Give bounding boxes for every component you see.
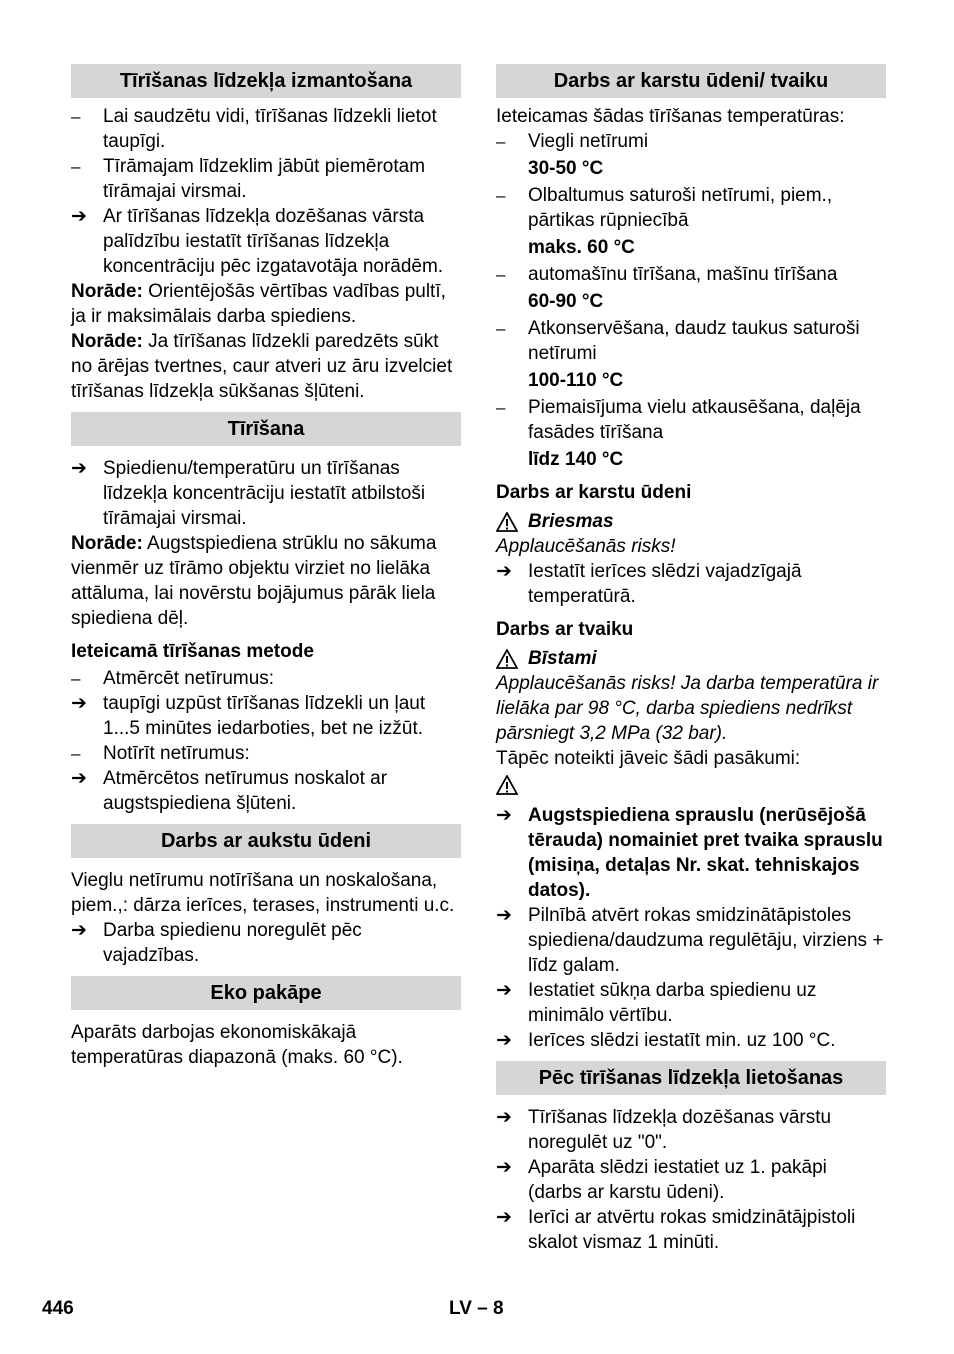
- temperature-value: 30-50 °C: [528, 158, 604, 179]
- list-item: ➔ Ierīces slēdzi iestatīt min. uz 100 °C.: [496, 1030, 836, 1051]
- list-item: ➔ Aparāta slēdzi iestatiet uz 1. pakāpi (darbs ar karstu ūdeni).: [496, 1157, 827, 1203]
- list-item: ➔ Pilnībā atvērt rokas smidzinātāpistoles spiediena/daudzuma regulētāju, virziens + līdz galam.: [496, 905, 884, 976]
- warning-triangle-icon: [496, 512, 518, 532]
- body-paragraph: Vieglu netīrumu notīrīšana un noskalošana, piem.,: dārza ierīces, terases, instrumenti u.c.: [71, 870, 455, 916]
- list-item: ➔ Spiedienu/temperatūru un tīrīšanas līdzekļa koncentrāciju iestatīt atbilstoši tīrāmajai virsmai.: [71, 458, 426, 529]
- list-item: ➔ Ierīci ar atvērtu rokas smidzinātājpistoli skalot vismaz 1 minūti.: [496, 1207, 856, 1253]
- spacer: [71, 968, 461, 976]
- list-item: ➔ Iestatīt ierīces slēdzi vajadzīgajā temperatūrā.: [496, 561, 802, 607]
- arrow-right-icon: ➔: [496, 1207, 512, 1228]
- list-item: – Viegli netīrumi: [496, 131, 649, 152]
- risk-text: Applaucēšanās risks! Ja darba temperatūra ir lielāka par 98 °C, darba spiediens nedrīkst pārsniegt 3,2 MPa (32 bar).: [496, 673, 879, 744]
- arrow-right-icon: ➔: [496, 1157, 512, 1178]
- arrow-right-icon: ➔: [496, 905, 512, 926]
- subheading-steam: Darbs ar tvaiku: [496, 619, 634, 640]
- subheading-hot-water: Darbs ar karstu ūdeni: [496, 482, 692, 503]
- list-item: – automašīnu tīrīšana, mašīnu tīrīšana: [496, 264, 838, 285]
- dash-bullet: –: [71, 107, 81, 126]
- warning-symbol-line: [496, 775, 886, 801]
- dash-bullet: –: [71, 744, 81, 763]
- arrow-right-icon: ➔: [496, 561, 512, 582]
- list-item: ➔ taupīgi uzpūst tīrīšanas līdzekli un ļaut 1...5 minūtes iedarboties, bet ne izžūt.: [71, 693, 426, 739]
- note-paragraph: Norāde: Ja tīrīšanas līdzekli paredzēts sūkt no ārējas tvertnes, caur atveri uz āru izvelciet tīrīšanas līdzekļa sūkšanas šļūteni.: [71, 331, 453, 402]
- arrow-right-icon: ➔: [496, 1030, 512, 1051]
- right-column: [496, 64, 886, 1255]
- subheading-method: Ieteicamā tīrīšanas metode: [71, 641, 314, 662]
- section-title-eco: Eko pakāpe: [71, 976, 461, 1010]
- temperature-value: 60-90 °C: [528, 291, 604, 312]
- list-item: – Atkonservēšana, daudz taukus saturoši netīrumi: [496, 318, 860, 364]
- spacer: [71, 404, 461, 412]
- dash-bullet: –: [496, 186, 506, 205]
- list-item: – Tīrāmajam līdzeklim jābūt piemērotam tīrāmajai virsmai.: [71, 156, 426, 202]
- arrow-right-icon: ➔: [71, 768, 87, 789]
- section-title-after-detergent: Pēc tīrīšanas līdzekļa lietošanas: [496, 1061, 886, 1095]
- list-item: ➔ Augstspiediena sprauslu (nerūsējošā tērauda) nomainiet pret tvaika sprauslu (misiņa, detaļas Nr. skat. tehniskajos datos).: [496, 805, 883, 901]
- dash-bullet: –: [71, 157, 81, 176]
- page-number: 446: [42, 1298, 74, 1319]
- spacer: [496, 1053, 886, 1061]
- list-item: – Lai saudzētu vidi, tīrīšanas līdzekli lietot taupīgi.: [71, 106, 437, 152]
- dash-bullet: –: [496, 132, 506, 151]
- arrow-right-icon: ➔: [71, 206, 87, 227]
- warning-triangle-icon: [496, 775, 518, 795]
- risk-text: Applaucēšanās risks!: [496, 536, 676, 557]
- arrow-right-icon: ➔: [496, 805, 512, 826]
- warning-triangle-icon: [496, 649, 518, 669]
- list-item: ➔ Tīrīšanas līdzekļa dozēšanas vārstu noregulēt uz "0".: [496, 1107, 832, 1153]
- warning-line: Bīstami: [496, 646, 886, 671]
- section-title-cold-water: Darbs ar aukstu ūdeni: [71, 824, 461, 858]
- section-title-detergent: Tīrīšanas līdzekļa izmantošana: [71, 64, 461, 98]
- body-paragraph: Tāpēc noteikti jāveic šādi pasākumi:: [496, 748, 801, 769]
- arrow-right-icon: ➔: [71, 693, 87, 714]
- section-title-hot-water-steam: Darbs ar karstu ūdeni/ tvaiku: [496, 64, 886, 98]
- dash-bullet: –: [496, 319, 506, 338]
- list-item: ➔ Darba spiedienu noregulēt pēc vajadzības.: [71, 920, 362, 966]
- language-page-label: LV – 8: [449, 1298, 504, 1319]
- arrow-right-icon: ➔: [496, 980, 512, 1001]
- list-item: – Atmērcēt netīrumus:: [71, 668, 275, 689]
- warning-line: Briesmas: [496, 509, 886, 534]
- dash-bullet: –: [71, 669, 81, 688]
- note-paragraph: Norāde: Orientējošās vērtības vadības pultī, ja ir maksimālais darba spiediens.: [71, 281, 446, 327]
- list-item: ➔ Iestatiet sūkņa darba spiedienu uz minimālo vērtību.: [496, 980, 817, 1026]
- temperature-value: līdz 140 °C: [528, 449, 624, 470]
- list-item: – Olbaltumus saturoši netīrumi, piem., pārtikas rūpniecībā: [496, 185, 833, 231]
- list-item: – Notīrīt netīrumus:: [71, 743, 250, 764]
- body-paragraph: Aparāts darbojas ekonomiskākajā temperatūras diapazonā (maks. 60 °C).: [71, 1022, 403, 1068]
- body-paragraph: Ieteicamas šādas tīrīšanas temperatūras:: [496, 106, 845, 127]
- temperature-value: maks. 60 °C: [528, 237, 635, 258]
- arrow-right-icon: ➔: [71, 920, 87, 941]
- note-paragraph: Norāde: Augstspiediena strūklu no sākuma vienmēr uz tīrāmo objektu virziet no lielāka attāluma, lai novērstu bojājumus pārāk liela spiediena dēļ.: [71, 533, 437, 629]
- arrow-right-icon: ➔: [496, 1107, 512, 1128]
- dash-bullet: –: [496, 398, 506, 417]
- arrow-right-icon: ➔: [71, 458, 87, 479]
- list-item: – Piemaisījuma vielu atkausēšana, daļēja fasādes tīrīšana: [496, 397, 861, 443]
- spacer: [71, 816, 461, 824]
- list-item: ➔ Ar tīrīšanas līdzekļa dozēšanas vārsta palīdzību iestatīt tīrīšanas līdzekļa koncentrāciju pēc izgatavotāja norādēm.: [71, 206, 444, 277]
- left-column: [71, 64, 461, 1070]
- list-item: ➔ Atmērcētos netīrumus noskalot ar augstspiediena šļūteni.: [71, 768, 388, 814]
- dash-bullet: –: [496, 265, 506, 284]
- section-title-cleaning: Tīrīšana: [71, 412, 461, 446]
- temperature-value: 100-110 °C: [528, 370, 624, 391]
